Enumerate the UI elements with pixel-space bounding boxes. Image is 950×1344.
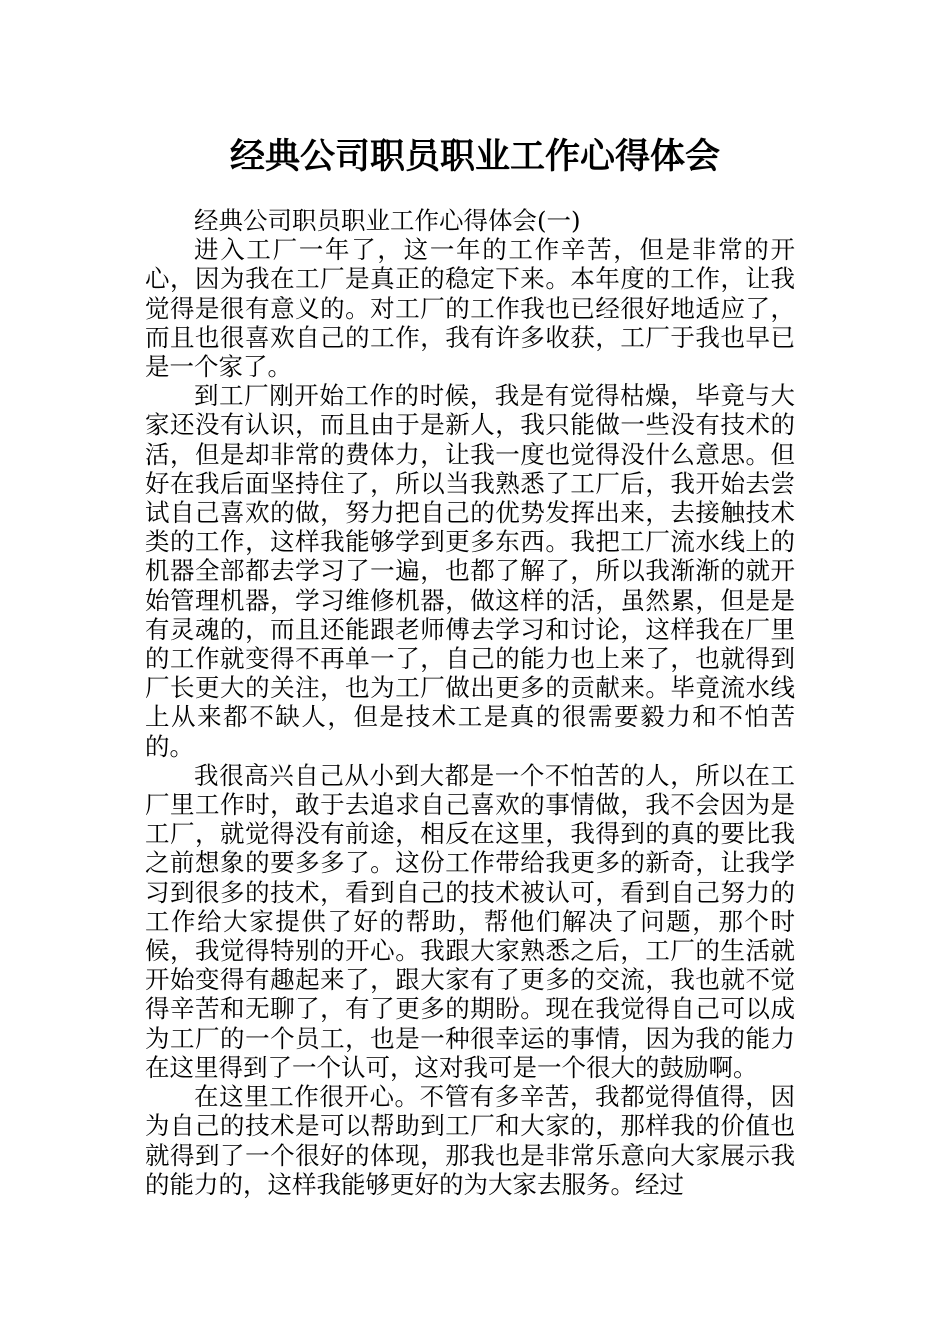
- document-title: 经典公司职员职业工作心得体会: [229, 136, 720, 177]
- document-subtitle: 经典公司职员职业工作心得体会(一): [194, 206, 581, 235]
- paragraph: 在这里工作很开心。不管有多辛苦，我都觉得值得，因为自己的技术是可以帮助到工厂和大家的，那样我的价值也就得到了一个很好的体现，那我也是非常乐意向大家展示我的能力的，这样我能够更好的为大家去服务。经过: [145, 1082, 795, 1199]
- paragraph: 我很高兴自己从小到大都是一个不怕苦的人，所以在工厂里工作时，敢于去追求自己喜欢的事情做，我不会因为是工厂，就觉得没有前途，相反在这里，我得到的真的要比我之前想象的要多多了。这份工作带给我更多的新奇，让我学习到很多的技术，看到自己的技术被认可，看到自己努力的工作给大家提供了好的帮助，帮他们解决了问题，那个时候，我觉得特别的开心。我跟大家熟悉之后，工厂的生活就开始变得有趣起来了，跟大家有了更多的交流，我也就不觉得辛苦和无聊了，有了更多的期盼。现在我觉得自己可以成为工厂的一个员工，也是一种很幸运的事情，因为我的能力在这里得到了一个认可，这对我可是一个很大的鼓励啊。: [145, 760, 795, 1082]
- paragraph: 到工厂刚开始工作的时候，我是有觉得枯燥，毕竟与大家还没有认识，而且由于是新人，我只能做一些没有技术的活，但是却非常的费体力，让我一度也觉得没什么意思。但好在我后面坚持住了，所以当我熟悉了工厂后，我开始去尝试自己喜欢的做，努力把自己的优势发挥出来，去接触技术类的工作，这样我能够学到更多东西。我把工厂流水线上的机器全部都去学习了一遍，也都了解了，所以我渐渐的就开始管理机器，学习维修机器，做这样的活，虽然累，但是是有灵魂的，而且还能跟老师傅去学习和讨论，这样我在厂里的工作就变得不再单一了，自己的能力也上来了，也就得到厂长更大的关注，也为工厂做出更多的贡献来。毕竟流水线上从来都不缺人，但是技术工是真的很需要毅力和不怕苦的。: [145, 381, 795, 761]
- document-body: [145, 206, 795, 1199]
- paragraph: 进入工厂一年了，这一年的工作辛苦，但是非常的开心，因为我在工厂是真正的稳定下来。本年度的工作，让我觉得是很有意义的。对工厂的工作我也已经很好地适应了，而且也很喜欢自己的工作，我有许多收获，工厂于我也早已是一个家了。: [145, 235, 795, 382]
